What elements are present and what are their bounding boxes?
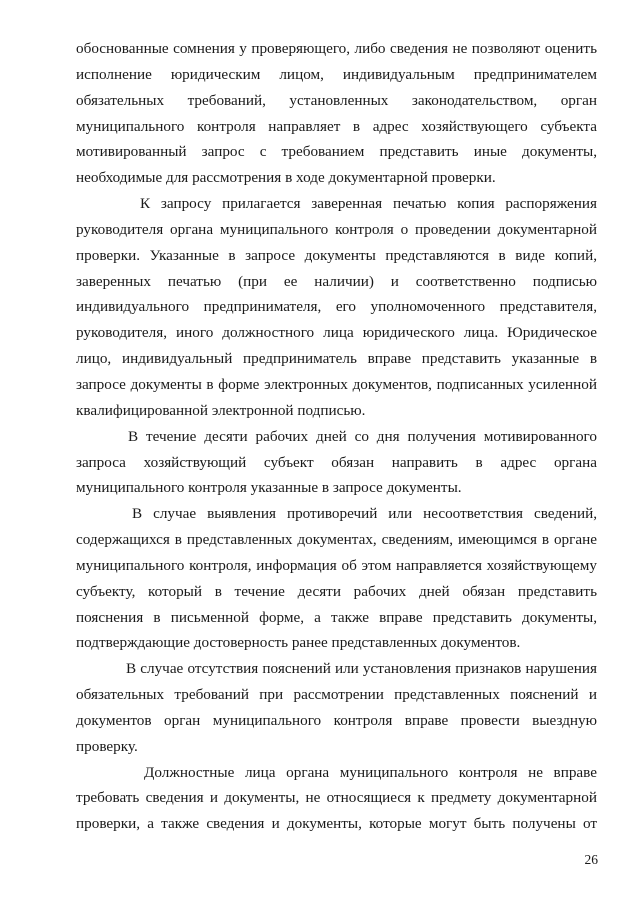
text-line: квалифицированной электронной подписью. bbox=[76, 401, 366, 419]
text-line: В случае отсутствия пояснений или установления признаков нарушения bbox=[126, 660, 597, 678]
body-text bbox=[76, 36, 597, 837]
text-line: проверку. bbox=[76, 737, 138, 755]
text-line: К запросу прилагается заверенная печатью копия распоряжения bbox=[140, 195, 597, 213]
text-line: муниципального контроля, информация об этом направляется хозяйствующему bbox=[76, 556, 597, 574]
text-line: подтверждающие достоверность ранее представленных документов. bbox=[76, 634, 521, 652]
text-line: руководителя, иного должностного лица юридического лица. Юридическое bbox=[76, 324, 597, 342]
text-line: мотивированный запрос с требованием представить иные документы, bbox=[76, 143, 597, 161]
text-line: субъекту, который в течение десяти рабочих дней обязан представить bbox=[76, 582, 597, 600]
text-line: проверки. Указанные в запросе документы представляются в виде копий, bbox=[76, 246, 597, 264]
text-line: проверки, а также сведения и документы, которые могут быть получены от bbox=[76, 815, 597, 833]
text-line: пояснения в письменной форме, а также вправе представить документы, bbox=[76, 608, 597, 626]
text-line: обязательных требований при рассмотрении представленных пояснений и bbox=[76, 686, 597, 704]
text-line: необходимые для рассмотрения в ходе документарной проверки. bbox=[76, 169, 496, 187]
text-line: муниципального контроля указанные в запросе документы. bbox=[76, 479, 462, 497]
text-line: Должностные лица органа муниципального контроля не вправе bbox=[144, 763, 597, 781]
text-line: документов орган муниципального контроля вправе провести выездную bbox=[76, 711, 597, 729]
text-line: В случае выявления противоречий или несоответствия сведений, bbox=[132, 505, 597, 523]
text-line: содержащихся в представленных документах, сведениям, имеющимся в органе bbox=[76, 531, 597, 549]
page-number: 26 bbox=[584, 852, 598, 867]
text-line: обоснованные сомнения у проверяющего, либо сведения не позволяют оценить bbox=[76, 40, 597, 57]
text-line: заверенных печатью (при ее наличии) и соответственно подписью bbox=[76, 272, 597, 290]
text-line: индивидуального предпринимателя, его уполномоченного представителя, bbox=[76, 298, 597, 316]
text-line: муниципального контроля направляет в адрес хозяйствующего субъекта bbox=[76, 117, 597, 135]
text-line: лицо, индивидуальный предприниматель вправе представить указанные в bbox=[76, 350, 597, 368]
text-line: обязательных требований, установленных законодательством, орган bbox=[76, 91, 597, 109]
text-line: исполнение юридическим лицом, индивидуальным предпринимателем bbox=[76, 65, 597, 83]
text-line: запроса хозяйствующий субъект обязан направить в адрес органа bbox=[76, 453, 597, 471]
text-line: В течение десяти рабочих дней со дня получения мотивированного bbox=[128, 427, 597, 445]
text-line: руководителя органа муниципального контроля о проведении документарной bbox=[76, 220, 597, 238]
text-line: запросе документы в форме электронных документов, подписанных усиленной bbox=[76, 375, 597, 393]
text-line: требовать сведения и документы, не относящиеся к предмету документарной bbox=[76, 789, 597, 807]
